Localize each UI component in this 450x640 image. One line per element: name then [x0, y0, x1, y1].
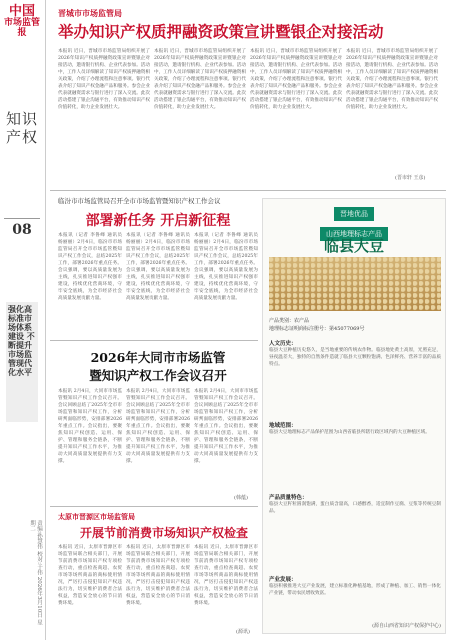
badge-line1: 晋地优品 — [334, 207, 374, 221]
geo-product-box — [262, 198, 446, 634]
article4-title: 开展节前消费市场知识产权检查 — [80, 526, 249, 540]
section-name: 知识产权 — [6, 110, 39, 146]
masthead-line1: 中国 — [8, 4, 35, 19]
article3-title-line2: 暨知识产权工作会议召开 — [89, 368, 227, 383]
section-rule-3 — [50, 506, 258, 507]
article3-byline: (韩蕴) — [234, 495, 248, 501]
newspaper-masthead — [4, 6, 40, 38]
article4-col1: 本报讯 近日，太原市晋源区市场监管局联合相关部门，开展节前消费市场知识产权专项检查行动，重点检查商超、农贸市场等场所商品的商标使用情况，严厉打击侵犯知识产权违法行为，切实维护消费者合法权益，营造安全放心的节日消费环境。 — [58, 545, 122, 606]
article3-title-line1: 2026年大同市市场监管 — [90, 350, 226, 365]
quality-heading: 产品质量特色： — [269, 495, 308, 501]
article2-col1: 本报讯（记者 李鲁峰 通讯员 杨丽丽）2月4日，临汾市市场监管局召开全市市场监管暨知识产权工作会议，总结2025年工作，部署2026年重点任务。会议强调，要以高质量发展为主线，扎实推进知识产权强市建设，持续优化营商环境，守牢安全底线，为全市经济社会高质量发展贡献力量。 — [58, 233, 122, 301]
article1-dept: 晋城市市场监管局 — [58, 8, 122, 18]
article1-byline: (晋市轩 王彦) — [395, 175, 426, 181]
article3-col2: 本报讯 2月4日，大同市市场监管暨知识产权工作会议召开。会议回顾总结了2025年全市市场监管和知识产权工作，分析研判面临形势，安排部署2026年重点工作。会议指出，要聚焦知识产权创造、运用、保护、管理和服务全链条，不断提升知识产权工作水平，为推动大同高质量发展提供有力支撑。 — [126, 389, 190, 464]
badge-line2: 山西地理标志产品 — [320, 227, 388, 241]
producer-heading: 产业发展： — [269, 577, 297, 583]
people-heading: 人文历史： — [269, 341, 297, 347]
article2-dept: 临汾市市场监管局召开全市市场监管暨知识产权工作会议 — [58, 197, 221, 205]
area-text: 临县大豆地理标志产品保护范围为山西省临县所辖行政区域内的大豆种植区域。 — [269, 430, 430, 435]
category-label: 产品类别： — [269, 318, 295, 324]
page-credits: 责编:孙慧伟 校对:于伟 2026年3月10日 星期二 — [29, 520, 42, 625]
article4-col3: 本报讯 近日，太原市晋源区市场监管局联合相关部门，开展节前消费市场知识产权专项检查行动，重点检查商超、农贸市场等场所商品的商标使用情况，严厉打击侵犯知识产权违法行为，切实维护消费者合法权益，营造安全放心的节日消费环境。 — [194, 545, 258, 606]
area-heading: 地域范围： — [269, 423, 297, 429]
left-rail — [0, 0, 44, 640]
article1-col3: 本报讯 近日，晋城市市场监管局组织开展了2026年知识产权质押融资政策宣讲暨银企对接活动，邀请银行机构、企业代表参加。活动中，工作人员详细解读了知识产权质押融资相关政策，介绍了办理流程和注意事项。银行代表介绍了知识产权金融产品和服务。参会企业代表就融资需求与银行进行了深入交流。此次活动搭建了银企沟通平台，有效推动知识产权价值转化，助力企业发展壮大。 — [250, 49, 342, 110]
soybean-photo — [269, 257, 441, 311]
rail-divider — [45, 0, 46, 640]
article3-col1: 本报讯 2月4日，大同市市场监管暨知识产权工作会议召开。会议回顾总结了2025年全市市场监管和知识产权工作，分析研判面临形势，安排部署2026年重点工作。会议指出，要聚焦知识产权创造、运用、保护、管理和服务全链条，不断提升知识产权工作水平，为推动大同高质量发展提供有力支撑。 — [58, 389, 122, 464]
section-rule-2 — [50, 340, 258, 341]
registration-value: 第45077069号 — [329, 326, 365, 332]
article1-col1: 本报讯 近日，晋城市市场监管局组织开展了2026年知识产权质押融资政策宣讲暨银企对接活动，邀请银行机构、企业代表参加。活动中，工作人员详细解读了知识产权质押融资相关政策，介绍了办理流程和注意事项。银行代表介绍了知识产权金融产品和服务。参会企业代表就融资需求与银行进行了深入交流。此次活动搭建了银企沟通平台，有效推动知识产权价值转化，助力企业发展壮大。 — [58, 49, 150, 110]
article1-col4: 本报讯 近日，晋城市市场监管局组织开展了2026年知识产权质押融资政策宣讲暨银企对接活动，邀请银行机构、企业代表参加。活动中，工作人员详细解读了知识产权质押融资相关政策，介绍了办理流程和注意事项。银行代表介绍了知识产权金融产品和服务。参会企业代表就融资需求与银行进行了深入交流。此次活动搭建了银企沟通平台，有效推动知识产权价值转化，助力企业发展壮大。 — [346, 49, 438, 110]
article4-col2: 本报讯 近日，太原市晋源区市场监管局联合相关部门，开展节前消费市场知识产权专项检查行动，重点检查商超、农贸市场等场所商品的商标使用情况，严厉打击侵犯知识产权违法行为，切实维护消费者合法权益，营造安全放心的节日消费环境。 — [126, 545, 190, 606]
quality-text: 临县大豆籽粒圆润饱满，蛋白质含量高，口感醇香，适宜制作豆腐、豆浆等传统豆制品。 — [269, 502, 441, 514]
article3-col3: 本报讯 2月4日，大同市市场监管暨知识产权工作会议召开。会议回顾总结了2025年全市市场监管和知识产权工作，分析研判面临形势，安排部署2026年重点工作。会议指出，要聚焦知识产权创造、运用、保护、管理和服务全链条，不断提升知识产权工作水平，为推动大同高质量发展提供有力支撑。 — [194, 389, 258, 464]
article2-col3: 本报讯（记者 李鲁峰 通讯员 杨丽丽）2月4日，临汾市市场监管局召开全市市场监管暨知识产权工作会议，总结2025年工作，部署2026年重点任务。会议强调，要以高质量发展为主线，扎实推进知识产权强市建设，持续优化营商环境，守牢安全底线，为全市经济社会高质量发展贡献力量。 — [194, 233, 258, 301]
article4-dept: 太原市晋源区市场监管局 — [58, 512, 135, 521]
category-value: 农产品 — [294, 318, 310, 324]
registration-row — [269, 325, 364, 332]
article2-title: 部署新任务 开启新征程 — [85, 213, 231, 229]
article1-title: 举办知识产权质押融资政策宣讲暨银企对接活动 — [58, 23, 384, 41]
article2-col2: 本报讯（记者 李鲁峰 通讯员 杨丽丽）2月4日，临汾市市场监管局召开全市市场监管暨知识产权工作会议，总结2025年工作，部署2026年重点任务。会议强调，要以高质量发展为主线，扎实推进知识产权强市建设，持续优化营商环境，守牢安全底线，为全市经济社会高质量发展贡献力量。 — [126, 233, 190, 301]
article4-byline: (源讯) — [236, 629, 250, 635]
category-row — [269, 317, 309, 324]
page-number: 08 — [4, 218, 40, 238]
masthead-line2: 市场监管报 — [4, 18, 41, 38]
article1-col2: 本报讯 近日，晋城市市场监管局组织开展了2026年知识产权质押融资政策宣讲暨银企对接活动，邀请银行机构、企业代表参加。活动中，工作人员详细解读了知识产权质押融资相关政策，介绍了办理流程和注意事项。银行代表介绍了知识产权金融产品和服务。参会企业代表就融资需求与银行进行了深入交流。此次活动搭建了银企沟通平台，有效推动知识产权价值转化，助力企业发展壮大。 — [154, 49, 246, 110]
slogan-panel: 强化高标准市场体系建设 不断提升市场监管现代化水平 — [6, 302, 38, 422]
product-name: 临县大豆 — [323, 237, 384, 255]
registration-label: 地理标志证明商标注册号： — [269, 326, 330, 332]
people-text: 临县大豆种植历史悠久，是当地重要的传统农作物。临县地处黄土高原，光照充足，昼夜温差大，独特的自然条件造就了临县大豆颗粒饱满、色泽鲜亮、营养丰富的品质特点。 — [269, 348, 441, 367]
section-rule-1 — [50, 190, 446, 191]
box-source: (源自山西省知识产权保护中心) — [372, 623, 441, 629]
producer-text: 临县积极推进大豆产业发展，建立标准化种植基地，形成了种植、加工、销售一体化产业链，带动农民增收致富。 — [269, 584, 441, 596]
